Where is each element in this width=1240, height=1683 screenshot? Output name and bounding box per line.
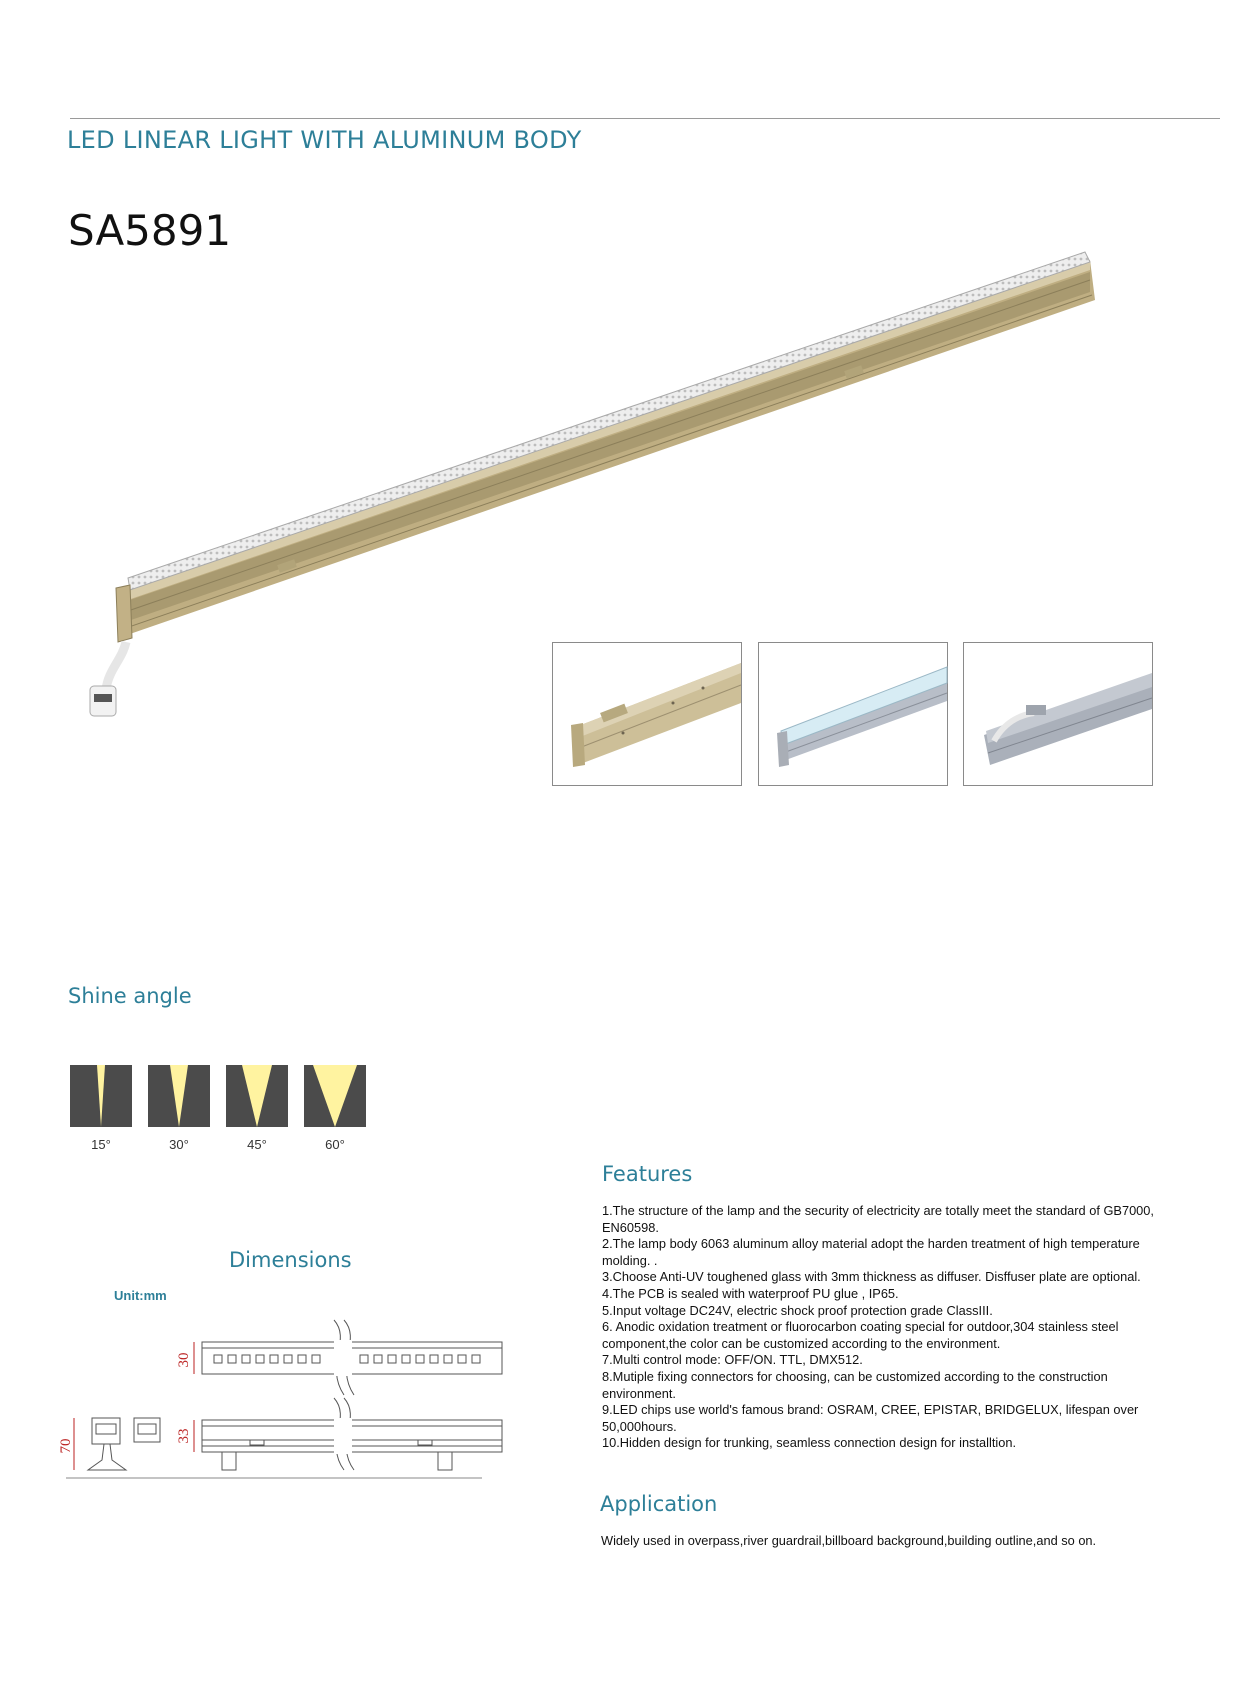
- features-list: [602, 1203, 1162, 1452]
- feature-item: 8.Mutiple fixing connectors for choosing, can be customized according to the construction environment.: [602, 1368, 1108, 1401]
- feature-item: 1.The structure of the lamp and the security of electricity are totally meet the standard of GB7000, EN60598.: [602, 1203, 1154, 1235]
- feature-item: 6. Anodic oxidation treatment or fluorocarbon coating special for outdoor,304 stainless steel component,the color can be customized according to the environment.: [602, 1319, 1119, 1351]
- thumbnail-silver-diffuser: [758, 642, 948, 786]
- dimension-drawing: [58, 1320, 522, 1510]
- angle-label: 15°: [91, 1137, 111, 1152]
- feature-item: 7.Multi control mode: OFF/ON. TTL, DMX512.: [602, 1352, 863, 1368]
- application-heading: Application: [600, 1492, 718, 1516]
- feature-item: 10.Hidden design for trunking, seamless connection design for installtion.: [602, 1435, 1017, 1451]
- series-title: LED LINEAR LIGHT WITH ALUMINUM BODY: [67, 126, 582, 154]
- beam-15: [70, 1065, 132, 1152]
- dim-70-label: 70: [58, 1438, 74, 1454]
- feature-item: 5.Input voltage DC24V, electric shock proof protection grade ClassIII.: [602, 1302, 993, 1318]
- side-view: [66, 1398, 502, 1478]
- beam-45: [226, 1065, 288, 1152]
- feature-item: 4.The PCB is sealed with waterproof PU glue , IP65.: [602, 1285, 899, 1301]
- angle-label: 60°: [325, 1137, 345, 1152]
- thumbnail-gold-end: [552, 642, 742, 786]
- end-profile: [88, 1418, 160, 1470]
- application-text: Widely used in overpass,river guardrail,billboard background,building outline,and so on.: [601, 1533, 1097, 1548]
- dim-33-label: 33: [176, 1428, 192, 1444]
- feature-item: 9.LED chips use world's famous brand: OSRAM, CREE, EPISTAR, BRIDGELUX, lifespan over 50,000hours.: [602, 1402, 1139, 1434]
- beam-60: [304, 1065, 366, 1152]
- thumbnail-silver-cable: [963, 642, 1153, 786]
- unit-label: Unit:mm: [114, 1288, 167, 1303]
- dimensions-heading: Dimensions: [229, 1248, 352, 1272]
- angle-label: 30°: [169, 1137, 189, 1152]
- feature-item: 3.Choose Anti-UV toughened glass with 3mm thickness as diffuser. Disffuser plate are optional.: [602, 1269, 1141, 1285]
- shine-angle-heading: Shine angle: [68, 984, 192, 1008]
- features-heading: Features: [602, 1162, 693, 1186]
- header-rule: [70, 118, 1220, 119]
- angle-label: 45°: [247, 1137, 267, 1152]
- beam-30: [148, 1065, 210, 1152]
- dim-30-label: 30: [176, 1352, 192, 1368]
- front-view: [202, 1320, 502, 1395]
- feature-item: 2.The lamp body 6063 aluminum alloy material adopt the harden treatment of high temperature molding. .: [602, 1236, 1140, 1268]
- model-number: SA5891: [68, 206, 232, 255]
